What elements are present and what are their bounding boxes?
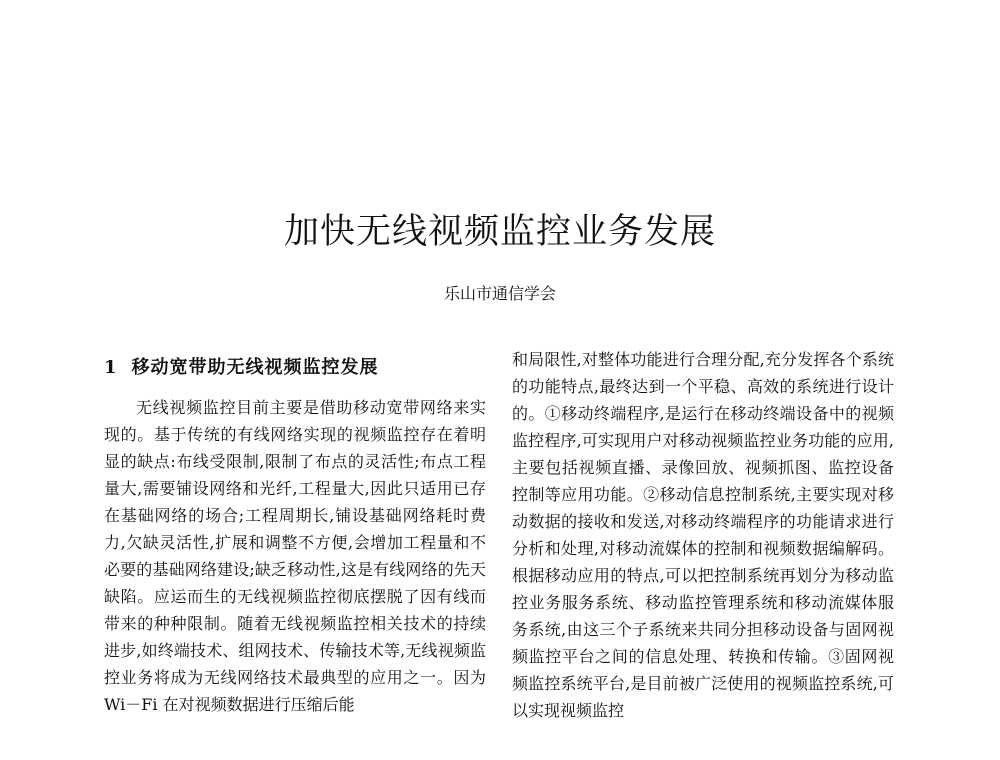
right-column [512,346,894,724]
body-paragraph-continued: 和局限性,对整体功能进行合理分配,充分发挥各个系统的功能特点,最终达到一个平稳、高效的系统进行设计的。①移动终端程序,是运行在移动终端设备中的视频监控程序,可实现用户对移动视频监控业务功能的应用,主要包括视频直播、录像回放、视频抓图、监控设备控制等应用功能。②移动信息控制系统,主要实现对移动数据的接收和发送,对移动终端程序的功能请求进行分析和处理,对移动流媒体的控制和视频数据编解码。根据移动应用的特点,可以把控制系统再划分为移动监控业务服务系统、移动监控管理系统和移动流媒体服务系统,由这三个子系统来共同分担移动设备与固网视频监控平台之间的信息处理、转换和传输。③固网视频监控系统平台,是目前被广泛使用的视频监控系统,可以实现视频监控 [512,350,894,720]
section-heading [104,354,486,381]
body-paragraph: 无线视频监控目前主要是借助移动宽带网络来实现的。基于传统的有线网络实现的视频监控存在着明显的缺点:布线受限制,限制了布点的灵活性;布点工程量大,需要铺设网络和光纤,工程量大,因此只适用已存在基础网络的场合;工程周期长,铺设基础网络耗时费力,欠缺灵活性,扩展和调整不方便,会增加工程量和不必要的基础网络建设;缺乏移动性,这是有线网络的先天缺陷。应运而生的无线视频监控彻底摆脱了因有线而带来的种种限制。随着无线视频监控相关技术的持续进步,如终端技术、组网技术、传输技术等,无线视频监控业务将成为无线网络技术最典型的应用之一。因为 Wi－Fi 在对视频数据进行压缩后能 [104,398,486,714]
article-author: 乐山市通信学会 [443,284,556,303]
section-title: 移动宽带助无线视频监控发展 [131,357,379,378]
article-title: 加快无线视频监控业务发展 [283,212,716,252]
section-number: 1 [104,357,118,378]
left-column [104,346,486,718]
